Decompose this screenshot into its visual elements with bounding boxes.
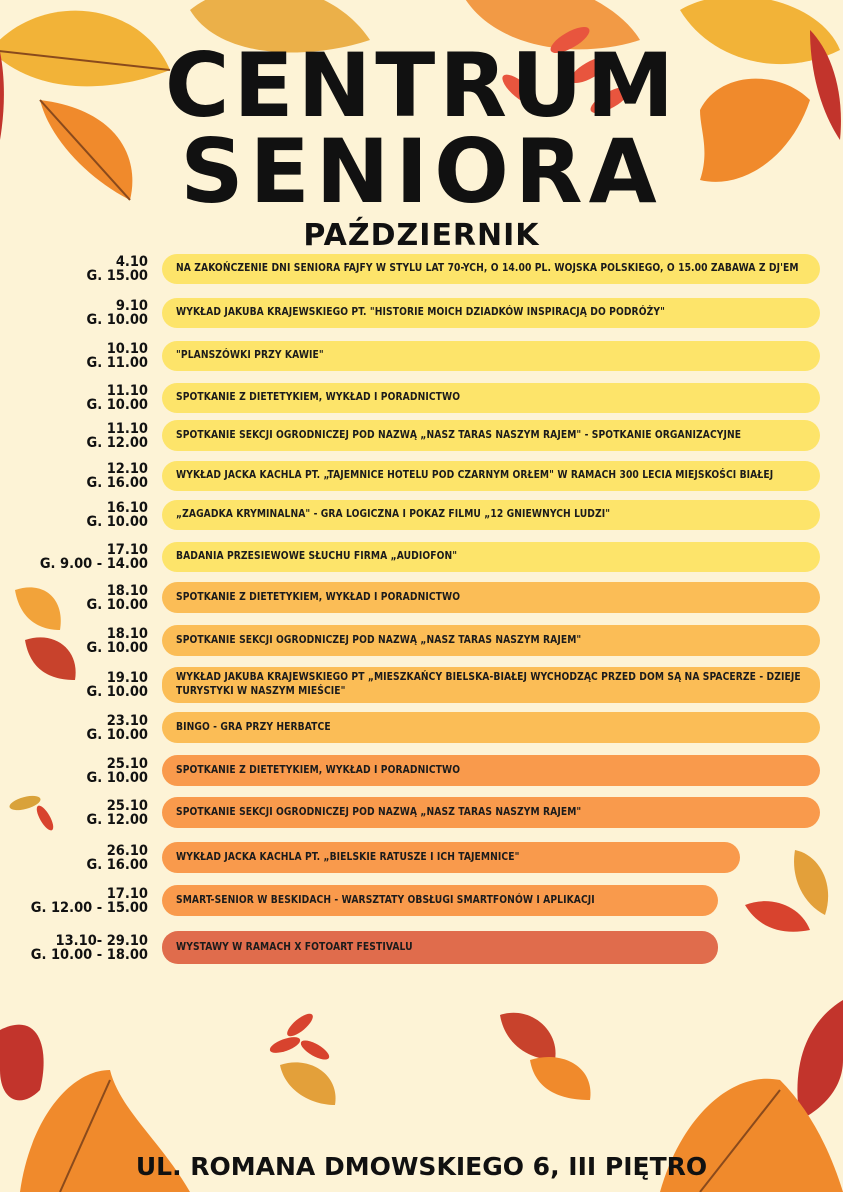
event-date [87,627,148,655]
event-day: 17.10 [106,885,148,902]
event-date [87,799,148,827]
schedule-item [0,542,843,572]
event-bar [162,797,820,828]
event-date [87,671,148,699]
event-description: WYKŁAD JAKUBA KRAJEWSKIEGO PT. "HISTORIE MOICH DZIADKÓW INSPIRACJĄ DO PODRÓŻY" [176,307,665,318]
event-description: WYKŁAD JAKUBA KRAJEWSKIEGO PT „MIESZKAŃCY BIELSKA-BIAŁEJ WYCHODZĄC PRZED DOM SĄ NA SPACERZE - DZIEJE TURYSTYKI W NASZYM MIEŚCIE" [176,672,801,697]
event-date [87,422,148,450]
event-bar [162,500,820,530]
event-date [87,844,148,872]
event-time: G. 10.00 [86,397,148,413]
schedule-item [0,885,843,916]
event-time: G. 9.00 - 14.00 [39,556,148,572]
schedule-item [0,298,843,328]
event-date [87,757,148,785]
event-day: 23.10 [106,712,148,729]
event-description: WYKŁAD JACKA KACHLA PT. „BIELSKIE RATUSZE I ICH TAJEMNICE" [176,851,520,863]
event-day: 11.10 [106,383,148,399]
event-description: WYKŁAD JACKA KACHLA PT. „TAJEMNICE HOTELU POD CZARNYM ORŁEM" W RAMACH 300 LECIA MIEJSKOŚCI BIAŁEJ [176,470,774,481]
schedule-item [0,755,843,786]
event-time: G. 12.00 [86,434,148,451]
schedule-item [0,582,843,613]
event-time: G. 15.00 [86,268,148,284]
event-time: G. 11.00 [86,355,148,371]
event-date [31,934,148,962]
schedule-item [0,461,843,491]
event-time: G. 12.00 [86,811,148,828]
event-day: 10.10 [106,341,148,357]
event-bar [162,420,820,451]
title-line-2: SENIORA [180,120,663,223]
event-time: G. 10.00 [86,596,148,613]
event-bar [162,298,820,328]
schedule-item [0,931,843,964]
event-bar [162,625,820,656]
event-time: G. 10.00 [86,639,148,656]
event-description: BINGO - GRA PRZY HERBATCE [176,721,331,733]
event-date [87,299,148,327]
event-day: 25.10 [106,797,148,814]
event-date [87,462,148,490]
event-date [87,501,148,529]
schedule-item [0,383,843,413]
event-day: 25.10 [106,755,148,772]
event-time: G. 16.00 [86,475,148,491]
event-day: 11.10 [106,420,148,437]
event-time: G. 10.00 [86,769,148,786]
event-day: 26.10 [106,842,148,859]
event-bar [162,341,820,371]
schedule-item [0,797,843,828]
event-day: 17.10 [106,542,148,558]
schedule-item [0,341,843,371]
event-date [87,584,148,612]
event-time: G. 10.00 [86,684,148,700]
event-day: 13.10- 29.10 [55,932,148,949]
event-time: G. 10.00 - 18.00 [30,946,148,963]
event-bar [162,254,820,284]
event-description: SPOTKANIE Z DIETETYKIEM, WYKŁAD I PORADNICTWO [176,764,461,776]
schedule-item [0,254,843,284]
event-date [87,255,148,283]
event-time: G. 10.00 [86,726,148,743]
schedule-item [0,420,843,451]
event-description: BADANIA PRZESIEWOWE SŁUCHU FIRMA „AUDIOFON" [176,551,458,562]
event-description: SPOTKANIE SEKCJI OGRODNICZEJ POD NAZWĄ „NASZ TARAS NASZYM RAJEM" [176,634,582,646]
event-description: "PLANSZÓWKI PRZY KAWIE" [176,350,324,361]
event-time: G. 10.00 [86,312,148,328]
event-description: NA ZAKOŃCZENIE DNI SENIORA FAJFY W STYLU LAT 70-YCH, O 14.00 PL. WOJSKA POLSKIEGO, O 15.00 ZABAWA Z DJ'EM [176,263,799,274]
address: UL. ROMANA DMOWSKIEGO 6, III PIĘTRO [135,1152,708,1181]
event-bar [162,582,820,613]
event-time: G. 16.00 [86,856,148,873]
event-date [40,543,148,571]
event-date [87,714,148,742]
event-description: SPOTKANIE SEKCJI OGRODNICZEJ POD NAZWĄ „NASZ TARAS NASZYM RAJEM" [176,806,582,818]
schedule-item [0,500,843,530]
event-day: 4.10 [115,254,148,270]
title-line-1: CENTRUM [164,34,679,137]
event-day: 9.10 [115,298,148,314]
event-description: SPOTKANIE SEKCJI OGRODNICZEJ POD NAZWĄ „NASZ TARAS NASZYM RAJEM" - SPOTKANIE ORGANIZACYJNE [176,429,742,441]
event-bar [162,712,820,743]
schedule-item [0,712,843,743]
event-bar [162,842,740,873]
schedule-item [0,667,843,703]
event-description: SPOTKANIE Z DIETETYKIEM, WYKŁAD I PORADNICTWO [176,591,461,603]
event-date [87,342,148,370]
event-day: 19.10 [106,670,148,686]
event-date [87,384,148,412]
schedule-item [0,625,843,656]
event-time: G. 10.00 [86,514,148,530]
event-description: SMART-SENIOR W BESKIDACH - WARSZTATY OBSŁUGI SMARTFONÓW I APLIKACJI [176,894,595,906]
event-description: WYSTAWY W RAMACH X FOTOART FESTIVALU [176,941,413,953]
event-description: SPOTKANIE Z DIETETYKIEM, WYKŁAD I PORADNICTWO [176,392,461,403]
event-bar [162,461,820,491]
leaves-bottom-center-icon [260,1005,610,1115]
event-day: 18.10 [106,582,148,599]
event-time: G. 12.00 - 15.00 [30,899,148,916]
event-bar [162,542,820,572]
event-description: „ZAGADKA KRYMINALNA" - GRA LOGICZNA I POKAZ FILMU „12 GNIEWNYCH LUDZI" [176,509,611,520]
event-bar [162,931,718,964]
event-bar [162,755,820,786]
schedule-item [0,842,843,873]
event-day: 16.10 [106,500,148,516]
event-day: 12.10 [106,461,148,477]
month-heading: PAŹDZIERNIK [303,218,540,253]
event-date [31,887,148,915]
event-bar [162,383,820,413]
event-bar [162,885,718,916]
event-bar [162,667,820,703]
event-day: 18.10 [106,625,148,642]
